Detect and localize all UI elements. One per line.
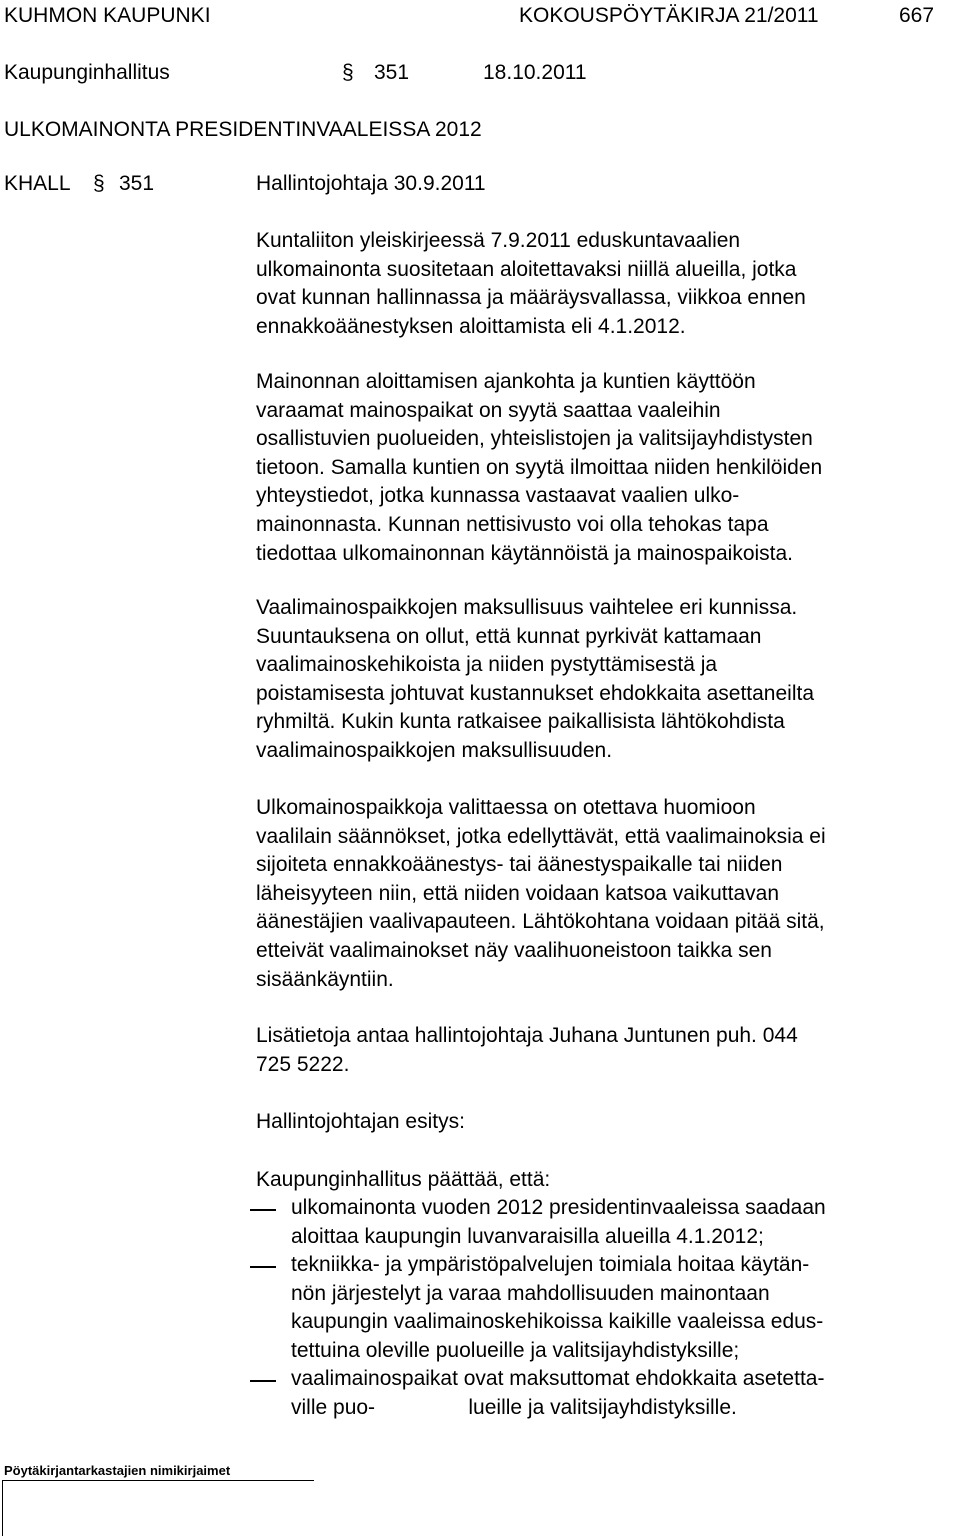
- paragraph-4: [256, 794, 946, 994]
- dash-bullet: [250, 1266, 276, 1268]
- topic-title: ULKOMAINONTA PRESIDENTINVAALEISSA 2012: [4, 118, 482, 141]
- text-line: tiedottaa ulkomainonnan käytännöistä ja mainospaikoista.: [256, 541, 794, 565]
- text-line: ryhmiltä. Kukin kunta ratkaisee paikallisista lähtökohdista: [256, 710, 785, 734]
- paragraph-5: [256, 1022, 946, 1079]
- text-line: Lisätietoja antaa hallintojohtaja Juhana Juntunen puh. 044: [256, 1024, 798, 1047]
- dash-bullet: [250, 1380, 276, 1382]
- decision-item-1: [291, 1194, 941, 1251]
- document-title: KOKOUSPÖYTÄKIRJA 21/2011: [519, 4, 819, 27]
- text-line: ovat kunnan hallinnassa ja määräysvallassa, viikkoa ennen: [256, 286, 806, 310]
- text-line: Mainonnan aloittamisen ajankohta ja kuntien käyttöön: [256, 370, 756, 393]
- text-line: vaalimainoskehikoista ja niiden pystyttämisestä ja: [256, 653, 718, 677]
- section-number: 351: [374, 61, 410, 84]
- text-line: tekniikka- ja ympäristöpalvelujen toimiala hoitaa käytän-: [291, 1253, 810, 1276]
- text-line: ulkomainonta suositetaan aloitettavaksi niillä alueilla, jotka: [256, 257, 797, 281]
- reference-section-number: 351: [119, 172, 155, 195]
- page-number: 667: [899, 4, 935, 27]
- text-line: kaupungin vaalimainoskehikoissa kaikille vaaleissa edus-: [291, 1310, 824, 1334]
- text-line: äänestäjien vaalivapauteen. Lähtökohtana voidaan pitää sitä,: [256, 910, 825, 934]
- text-line: Hallintojohtajan esitys:: [256, 1110, 465, 1133]
- signature-box-top-rule: [2, 1480, 314, 1481]
- text-line: aloittaa kaupungin luvanvaraisilla alueilla 4.1.2012;: [291, 1224, 764, 1248]
- text-line: yhteystiedot, jotka kunnassa vastaavat vaalien ulko-: [256, 484, 740, 508]
- org-name: KUHMON KAUPUNKI: [4, 4, 211, 27]
- preparer-line: Hallintojohtaja 30.9.2011: [256, 172, 486, 195]
- reference-code: KHALL: [4, 172, 71, 195]
- text-line: osallistuvien puolueiden, yhteislistojen ja valitsijayhdistysten: [256, 427, 813, 451]
- proposal-heading: [256, 1108, 946, 1137]
- text-line: poistamisesta johtuvat kustannukset ehdokkaita asettaneilta: [256, 681, 815, 705]
- text-line: vaalimainospaikat ovat maksuttomat ehdokkaita asetetta-: [291, 1367, 825, 1390]
- paragraph-2: [256, 368, 946, 568]
- paragraph-3: [256, 594, 946, 766]
- dash-bullet: [250, 1209, 276, 1211]
- text-line: mainonnasta. Kunnan nettisivusto voi olla tehokas tapa: [256, 512, 769, 536]
- text-line: varaamat mainospaikat on syytä saattaa vaaleihin: [256, 398, 721, 422]
- text-line: nön järjestelyt ja varaa mahdollisuuden mainontaan: [291, 1281, 770, 1305]
- paragraph-1: [256, 227, 946, 341]
- text-line: Ulkomainospaikkoja valittaessa on otettava huomioon: [256, 796, 756, 819]
- text-line: etteivät vaalimainokset näy vaalihuoneistoon taikka sen: [256, 938, 772, 962]
- text-line: Vaalimainospaikkojen maksullisuus vaihtelee eri kunnissa.: [256, 596, 798, 619]
- decision-item-2: [291, 1251, 941, 1365]
- text-line: tettuina oleville puolueille ja valitsijayhdistyksille;: [291, 1338, 740, 1362]
- decision-intro: [256, 1166, 946, 1195]
- meeting-body: Kaupunginhallitus: [4, 61, 170, 84]
- text-line: ennakkoäänestyksen aloittamista eli 4.1.2012.: [256, 314, 686, 338]
- meeting-date: 18.10.2011: [483, 61, 587, 84]
- text-line: sisäänkäyntiin.: [256, 967, 394, 991]
- signatures-label: Pöytäkirjantarkastajien nimikirjaimet: [4, 1463, 231, 1478]
- text-line: ville puo- lueille ja valitsijayhdistyksille.: [291, 1395, 737, 1419]
- text-line: Kuntaliiton yleiskirjeessä 7.9.2011 eduskuntavaalien: [256, 229, 741, 252]
- text-line: läheisyyteen niin, että niiden voidaan katsoa vaikuttavan: [256, 881, 780, 905]
- text-line: Suuntauksena on ollut, että kunnat pyrkivät kattamaan: [256, 624, 762, 648]
- text-line: sijoiteta ennakkoäänestys- tai äänestyspaikalle tai niiden: [256, 853, 783, 877]
- signature-box-left-rule: [2, 1480, 3, 1536]
- text-line: vaalimainospaikkojen maksullisuuden.: [256, 738, 613, 762]
- text-line: ulkomainonta vuoden 2012 presidentinvaaleissa saadaan: [291, 1196, 826, 1219]
- text-line: Kaupunginhallitus päättää, että:: [256, 1168, 551, 1191]
- section-sign: §: [342, 61, 354, 84]
- decision-item-3: [291, 1365, 941, 1422]
- text-line: vaalilain säännökset, jotka edellyttävät, että vaalimainoksia ei: [256, 824, 826, 848]
- text-line: 725 5222.: [256, 1052, 350, 1076]
- text-line: tietoon. Samalla kuntien on syytä ilmoittaa niiden henkilöiden: [256, 455, 823, 479]
- reference-section-sign: §: [93, 172, 105, 195]
